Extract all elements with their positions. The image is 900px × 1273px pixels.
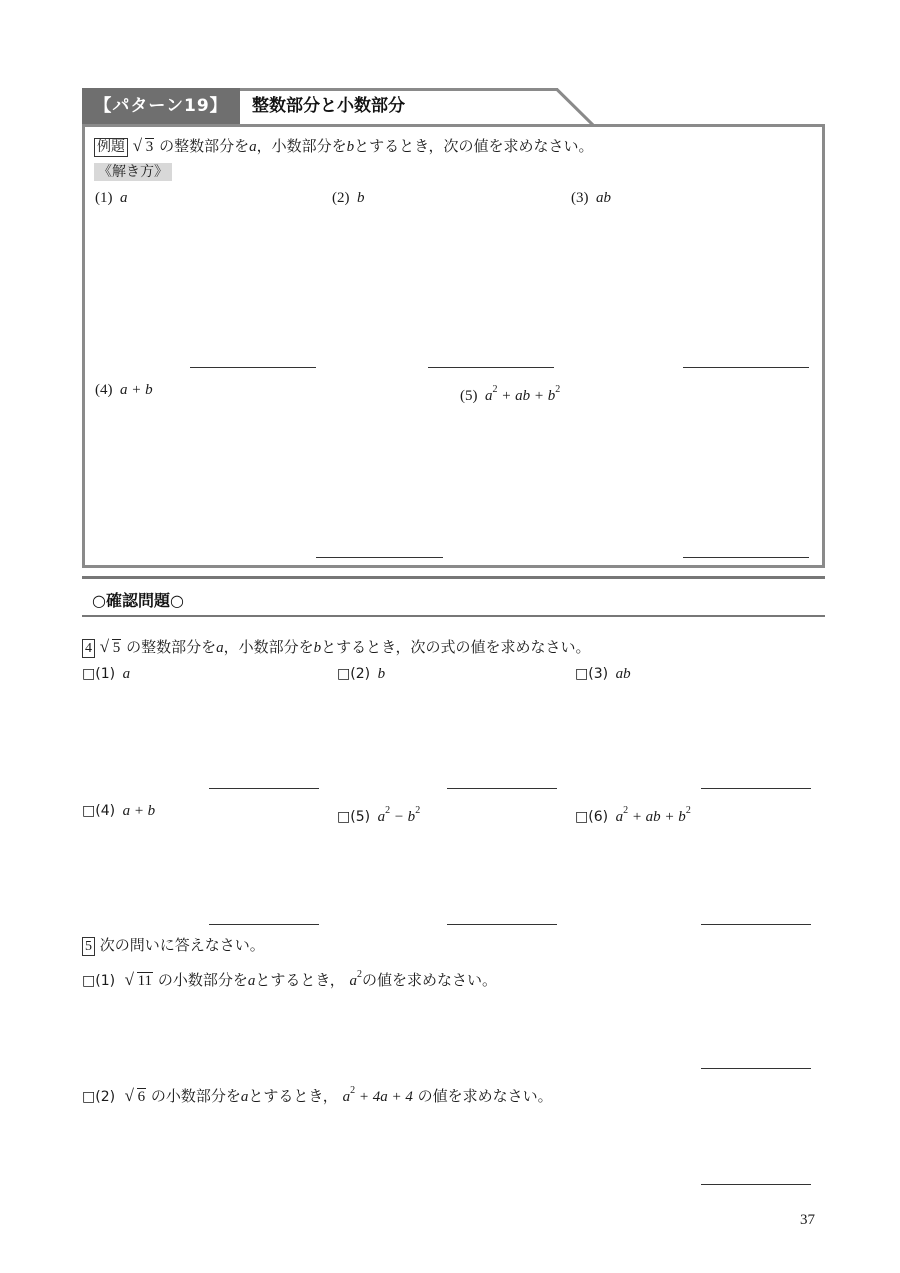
answer-line[interactable] (316, 557, 443, 558)
answer-line[interactable] (447, 788, 557, 789)
answer-line[interactable] (701, 788, 811, 789)
problem-4-item-5: □(5) $a^2 - b^2$ (337, 805, 421, 825)
problem-4-item-6: □(6) $a^2$ + ab + $b^2$ (575, 805, 691, 825)
answer-line[interactable] (428, 367, 554, 368)
example-box (82, 124, 825, 568)
answer-line[interactable] (701, 1068, 811, 1069)
problem-4-statement: 4 √ 5 の整数部分をa，小数部分をbとするとき，次の式の値を求めなさい。 (82, 637, 591, 658)
problem-5-q2: □(2) √ 6 の小数部分をaとするとき， $a^2 + 4a + 4$ の値を求めなさい。 (82, 1081, 553, 1107)
sqrt-3: √ 3 (133, 137, 155, 157)
example-statement: 例題 √ 3 の整数部分をa，小数部分をbとするとき，次の値を求めなさい。 (94, 136, 594, 157)
answer-line[interactable] (190, 367, 316, 368)
answer-line[interactable] (701, 924, 811, 925)
problem-4-item-2: □(2) b (337, 666, 386, 682)
problem-5-q1: □(1) √ 11 の小数部分をaとするとき， $a^2$の値を求めなさい。 (82, 965, 497, 991)
example-tag: 例題 (94, 138, 128, 157)
sqrt-11: √ 11 (125, 971, 153, 991)
example-item-3: (3) ab (571, 190, 611, 206)
header-corner-decoration (555, 88, 600, 128)
problem-5-number: 5 (82, 937, 95, 956)
problem-4-item-3: □(3) ab (575, 666, 631, 682)
example-item-4: (4) a + b (95, 382, 153, 398)
answer-line[interactable] (683, 367, 809, 368)
problem-4-item-1: □(1) a (82, 666, 131, 682)
section-rule-top (82, 576, 825, 579)
page-title: 整数部分と小数部分 (252, 96, 405, 116)
problem-4-item-4: □(4) a + b (82, 803, 156, 819)
answer-line[interactable] (701, 1184, 811, 1185)
method-label: 《解き方》 (94, 161, 172, 181)
page-number: 37 (800, 1212, 815, 1228)
answer-line[interactable] (683, 557, 809, 558)
example-item-5: (5) $a^2$ + ab + $b^2$ (460, 384, 561, 404)
answer-line[interactable] (209, 788, 319, 789)
answer-line[interactable] (447, 924, 557, 925)
answer-line[interactable] (209, 924, 319, 925)
sqrt-5: √ 5 (100, 638, 122, 658)
example-item-2: (2) b (332, 190, 365, 206)
section-title: ○確認問題○ (92, 591, 184, 610)
problem-5-statement: 5 次の問いに答えなさい。 (82, 935, 265, 956)
example-item-1: (1) a (95, 190, 128, 206)
section-rule-bottom (82, 615, 825, 617)
problem-4-number: 4 (82, 639, 95, 658)
pattern-label: 【パターン19】 (94, 96, 228, 116)
sqrt-6: √ 6 (125, 1087, 147, 1107)
